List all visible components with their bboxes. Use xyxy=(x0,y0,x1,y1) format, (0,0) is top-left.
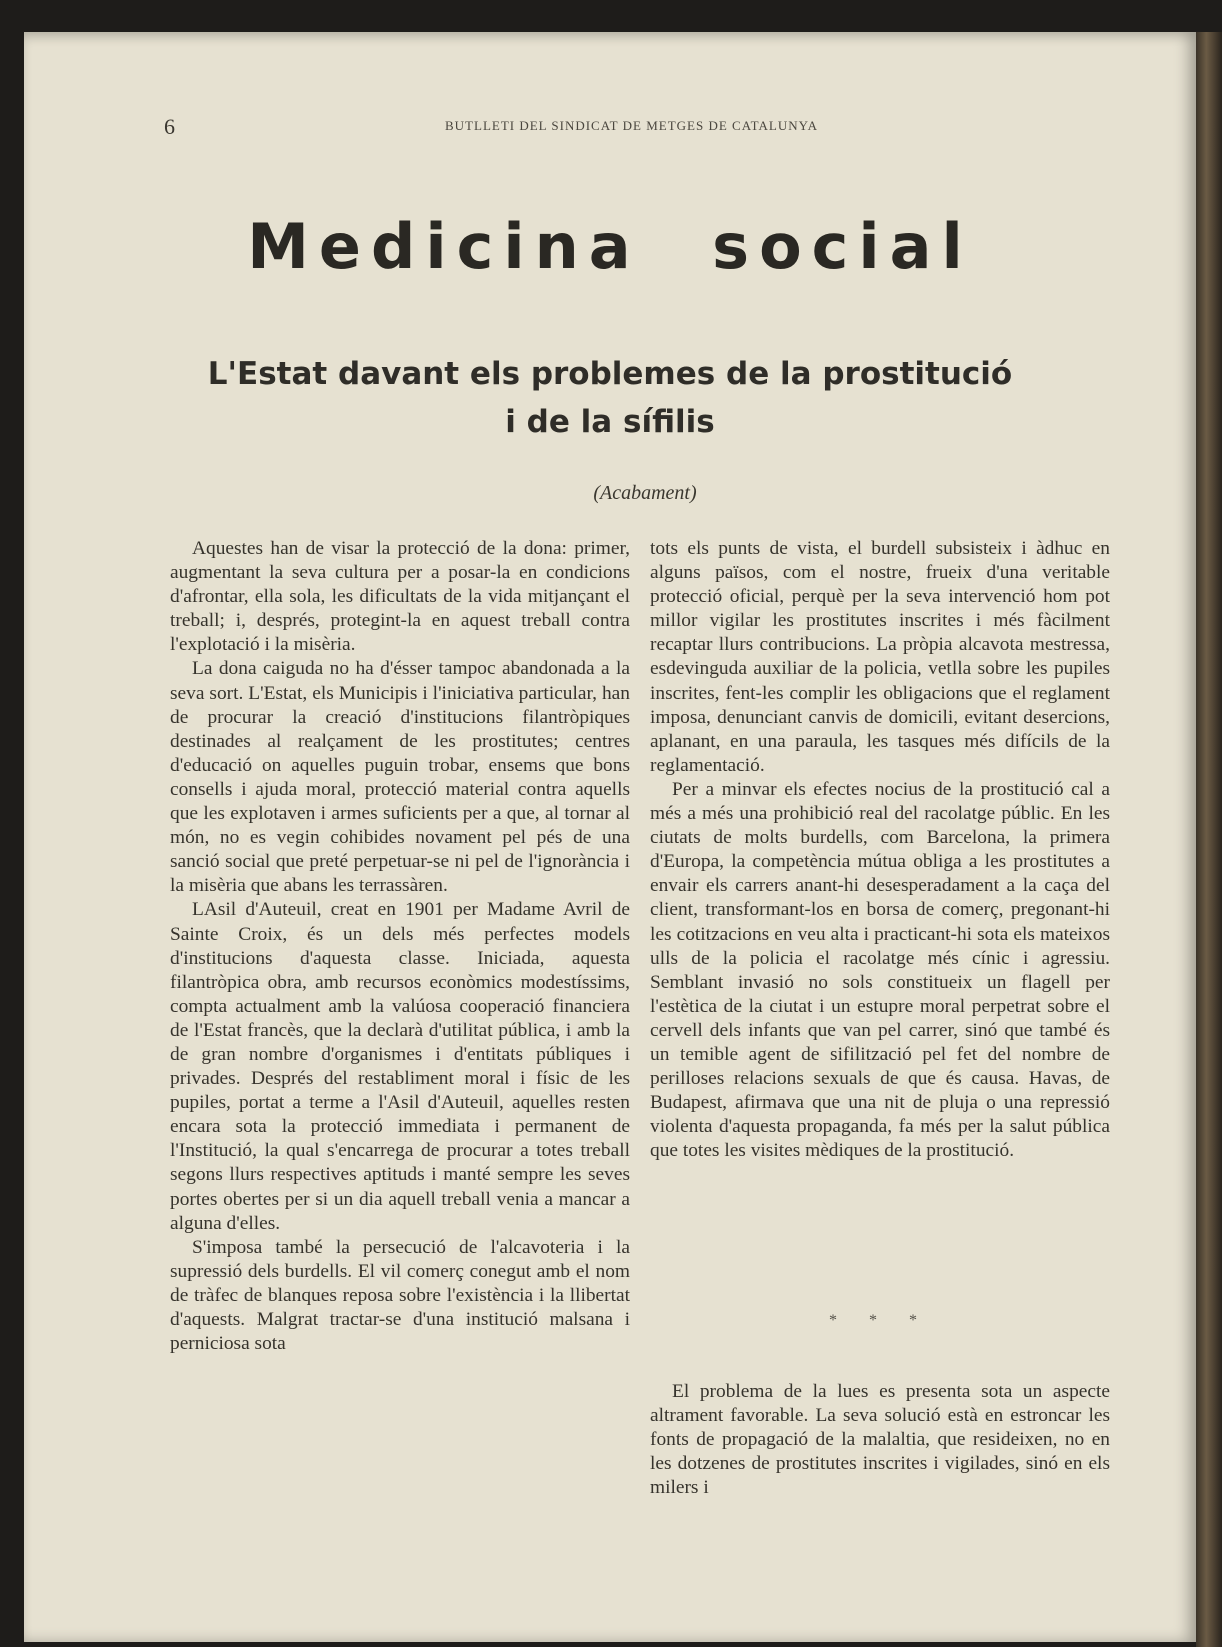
paragraph: S'imposa també la persecució de l'alcavoteria i la supressió dels burdells. El vil comerç conegut amb el nom de tràfec de blanques reposa sobre l'existència i la llibertat d'aquests. Malgrat tractar-se d'una institució malsana i perniciosa sota xyxy=(170,1236,630,1355)
book-spine-edge xyxy=(1196,32,1222,1647)
paragraph: Aquestes han de visar la protecció de la dona: primer, augmentant la seva cultura per a posar-la en condicions d'afrontar, ella sola, les dificultats de la vida mitjançant el treball; i, després, protegint-la en aquest treball contra l'explotació i la misèria. xyxy=(170,538,630,656)
paragraph: El problema de la lues es presenta sota un aspecte altrament favorable. La seva solució està en estroncar les fonts de propagació de la malaltia, que resideixen, no en les dotzenes de prostitutes inscrites i vigilades, sinó en els milers i xyxy=(650,1381,1110,1499)
right-column xyxy=(650,537,1110,1163)
page-number: 6 xyxy=(164,114,175,139)
article-subtitle: (Acabament) xyxy=(593,482,697,504)
paragraph: LAsil d'Auteuil, creat en 1901 per Madame Avril de Sainte Croix, és un dels més perfectes models d'institucions d'aquesta classe. Iniciada, aquesta filantròpica obra, amb recursos econòmics modestíssims, compta actualment amb la valúosa cooperació financiera de l'Estat francès, que la declarà d'utilitat pública, i amb la de gran nombre d'organismes i d'entitats públiques i privades. Després del restabliment moral i físic de les pupiles, portat a terme a l'Asil d'Auteuil, aquelles resten encara sota la protecció immediata i permanent de l'Institució, la qual s'encarrega de procurar a totes treball segons llurs respectives aptituds i manté sempre les seves portes obertes per si un dia aquell treball venia a mancar a alguna d'elles. xyxy=(170,899,630,1234)
journal-title: BUTLLETI DEL SINDICAT DE METGES DE CATALUNYA xyxy=(445,118,818,133)
section-title: Medicina social xyxy=(247,210,973,283)
document-page xyxy=(24,32,1196,1642)
article-title-line-1: L'Estat davant els problemes de la prostitució xyxy=(207,356,1013,392)
running-header xyxy=(164,114,1099,144)
paragraph: tots els punts de vista, el burdell subsisteix i àdhuc en alguns països, com el nostre, frueix d'una veritable protecció oficial, perquè per la seva intervenció hom pot millor vigilar les prostitutes inscrites i més fàcilment recaptar llurs contribucions. La pròpia alcavota mestressa, esdevinguda auxiliar de la policia, vetlla sobre les pupiles inscrites, fent-les complir les obligacions que el reglament imposa, denunciant canvis de domicili, evitant desercions, aplanant, en una paraula, les tasques més difícils de la reglamentació. xyxy=(650,538,1110,776)
left-column xyxy=(170,537,630,1356)
paragraph: La dona caiguda no ha d'ésser tampoc abandonada a la seva sort. L'Estat, els Municipis i l'iniciativa particular, han de procurar la creació d'institucions filantròpiques destinades al realçament de les prostitutes; centres d'educació on aquelles puguin trobar, ensems que bons consells i ajuda moral, protecció material contra aquells que les explotaven i armes suficients per a que, al tornar al món, no es vegin cohibides novament pel pés de una sanció social que preté perpetuar-se ni pel de l'ignorància i la misèria que abans les terrassàren. xyxy=(170,658,630,897)
paragraph: Per a minvar els efectes nocius de la prostitució cal a més a més una prohibició real del racolatge públic. En les ciutats de molts burdells, com Barcelona, la primera d'Europa, la competència mútua obliga a les prostitutes a envair els carrers anant-hi desesperadament a la caça del client, transformant-los en borsa de comerç, pregonant-hi les cotitzacions en veu alta i practicant-hi sota els mateixos ulls de la policia el racolatge més cínic i agressiu. Semblant invasió no sols constitueix un flagell per l'estètica de la ciutat i un estupre moral perpetrat sobre el cervell dels infants que van pel carrer, sinó que també és un temible agent de sifilització pel fet del nombre de perilloses relacions sexuals de que és causa. Havas, de Budapest, afirmava que una nit de pluja o una repressió violenta d'aquesta propaganda, fa més per la salut pública que totes les visites mèdiques de la prostitució. xyxy=(650,778,1110,1162)
article-title-line-2: i de la sífilis xyxy=(505,404,715,440)
right-column-continuation xyxy=(650,1380,1110,1500)
section-separator: * * * xyxy=(829,1312,931,1329)
article-title xyxy=(24,350,1196,446)
